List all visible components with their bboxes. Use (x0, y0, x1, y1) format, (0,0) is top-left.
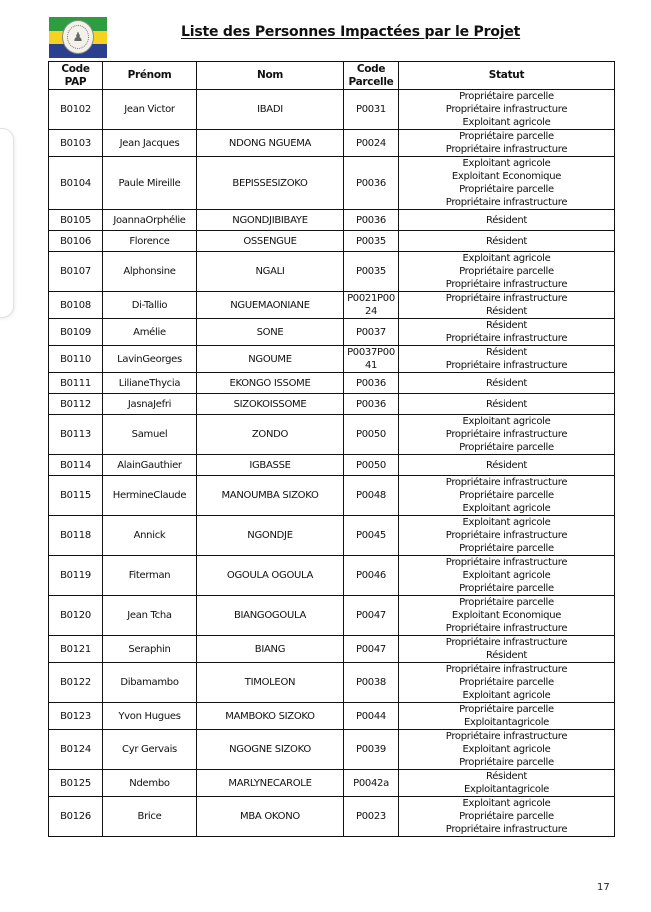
cell-prenom: Paule Mireille (103, 157, 197, 210)
statut-line: Exploitant agricole (462, 158, 551, 169)
cell-code-parcelle: P0050 (344, 455, 399, 476)
cell-statut (399, 210, 615, 231)
cell-code-parcelle: P0039 (344, 730, 399, 770)
cell-code-pap: B0118 (49, 516, 103, 556)
cell-nom: TIMOLEON (197, 663, 344, 703)
cell-code-pap: B0122 (49, 663, 103, 703)
statut-line: Exploitant agricole (462, 517, 551, 528)
cell-statut (399, 636, 615, 663)
cell-code-parcelle: P0037 (344, 319, 399, 346)
table-row (49, 157, 615, 210)
table-row (49, 556, 615, 596)
statut-line: Exploitant agricole (462, 570, 551, 581)
cell-prenom: Ndembo (103, 770, 197, 797)
statut-line: Résident (486, 347, 527, 358)
header-line: PAP (64, 75, 87, 88)
cell-code-parcelle: P0046 (344, 556, 399, 596)
statut-line: Résident (486, 320, 527, 331)
statut-line: Propriétaire infrastructure (445, 824, 568, 835)
statut-line: Propriétaire parcelle (459, 543, 554, 554)
header-line: Code (356, 63, 386, 75)
statut-line: Exploitantagricole (463, 784, 550, 795)
cell-statut (399, 476, 615, 516)
cell-prenom: Jean Tcha (103, 596, 197, 636)
cell-statut (399, 252, 615, 292)
cell-statut (399, 373, 615, 394)
cell-statut (399, 415, 615, 455)
cell-statut (399, 346, 615, 373)
statut-line: Propriétaire infrastructure (445, 144, 568, 155)
page-number: 17 (597, 882, 610, 893)
page-title: Liste des Personnes Impactées par le Projet (181, 24, 521, 40)
cell-code-pap: B0105 (49, 210, 103, 231)
pap-table (48, 61, 615, 837)
cell-code-pap: B0119 (49, 556, 103, 596)
header-nom (197, 62, 344, 90)
statut-line: Propriétaire infrastructure (445, 333, 568, 344)
cell-prenom: Di-Tallio (103, 292, 197, 319)
cell-nom: IGBASSE (197, 455, 344, 476)
header-statut (399, 62, 615, 90)
header-line: Nom (256, 69, 284, 82)
cell-nom: SIZOKOISSOME (197, 394, 344, 415)
statut-line: Exploitant agricole (462, 798, 551, 809)
cell-code-parcelle: P0035 (344, 252, 399, 292)
statut-line: Propriétaire parcelle (459, 757, 554, 768)
cell-statut (399, 770, 615, 797)
cell-prenom: LilianeThycia (103, 373, 197, 394)
statut-line: Résident (486, 650, 527, 661)
table-row (49, 346, 615, 373)
header-code-pap (49, 62, 103, 90)
header-line: Code (61, 63, 90, 75)
cell-code-pap: B0108 (49, 292, 103, 319)
cell-prenom: AlainGauthier (103, 455, 197, 476)
cell-statut (399, 231, 615, 252)
cell-code-parcelle: P0042a (344, 770, 399, 797)
cell-nom: OSSENGUE (197, 231, 344, 252)
cell-nom: NGOGNE SIZOKO (197, 730, 344, 770)
cell-prenom: Florence (103, 231, 197, 252)
cell-statut (399, 157, 615, 210)
statut-line: Propriétaire infrastructure (445, 731, 568, 742)
header-line: Parcelle (348, 75, 394, 88)
cell-code-pap: B0107 (49, 252, 103, 292)
header-line: Statut (488, 69, 525, 82)
statut-line: Propriétaire infrastructure (445, 293, 568, 304)
cell-prenom: Brice (103, 797, 197, 837)
cell-code-parcelle: P0036 (344, 210, 399, 231)
cell-code-parcelle: P0047 (344, 596, 399, 636)
statut-line: Propriétaire parcelle (459, 704, 554, 715)
statut-line: Propriétaire parcelle (459, 677, 554, 688)
cell-nom: BEPISSESIZOKO (197, 157, 344, 210)
statut-line: Propriétaire parcelle (459, 811, 554, 822)
cell-code-pap: B0124 (49, 730, 103, 770)
cell-code-pap: B0106 (49, 231, 103, 252)
statut-line: Exploitant agricole (462, 416, 551, 427)
cell-code-pap: B0126 (49, 797, 103, 837)
cell-nom: NDONG NGUEMA (197, 130, 344, 157)
cell-code-parcelle: P0047 (344, 636, 399, 663)
table-row (49, 90, 615, 130)
statut-line: Exploitant agricole (462, 744, 551, 755)
statut-line: Exploitant Economique (451, 610, 562, 621)
statut-line: Propriétaire parcelle (459, 91, 554, 102)
cell-nom: NGALI (197, 252, 344, 292)
cell-statut (399, 292, 615, 319)
cell-code-parcelle: P0023 (344, 797, 399, 837)
cell-nom: OGOULA OGOULA (197, 556, 344, 596)
cell-code-pap: B0120 (49, 596, 103, 636)
cell-code-parcelle: P0031 (344, 90, 399, 130)
cell-code-pap: B0115 (49, 476, 103, 516)
statut-line: Propriétaire parcelle (459, 597, 554, 608)
statut-line: Propriétaire infrastructure (445, 557, 568, 568)
table-body (49, 90, 615, 837)
statut-line: Exploitantagricole (463, 717, 550, 728)
statut-line: Exploitant agricole (462, 503, 551, 514)
table-row (49, 516, 615, 556)
cell-prenom: JasnaJefri (103, 394, 197, 415)
cell-nom: NGUEMAONIANE (197, 292, 344, 319)
cell-code-parcelle: P0035 (344, 231, 399, 252)
cell-code-parcelle: P0038 (344, 663, 399, 703)
cell-code-parcelle: P0036 (344, 373, 399, 394)
cell-code-parcelle: P0045 (344, 516, 399, 556)
table-row (49, 663, 615, 703)
table-row (49, 415, 615, 455)
cell-code-parcelle: P0036 (344, 394, 399, 415)
table-row (49, 476, 615, 516)
statut-line: Résident (486, 459, 527, 471)
table-row (49, 636, 615, 663)
table-row (49, 394, 615, 415)
cell-code-parcelle: P0024 (344, 130, 399, 157)
statut-line: Propriétaire infrastructure (445, 664, 568, 675)
table-row (49, 292, 615, 319)
cell-code-parcelle: P0048 (344, 476, 399, 516)
cell-nom: MANOUMBA SIZOKO (197, 476, 344, 516)
cell-statut (399, 455, 615, 476)
cell-code-parcelle: P0044 (344, 703, 399, 730)
cell-prenom: LavinGeorges (103, 346, 197, 373)
table-row (49, 730, 615, 770)
cell-prenom: Dibamambo (103, 663, 197, 703)
cell-prenom: Jean Jacques (103, 130, 197, 157)
cell-prenom: Yvon Hugues (103, 703, 197, 730)
statut-line: Propriétaire infrastructure (445, 104, 568, 115)
cell-nom: MBA OKONO (197, 797, 344, 837)
statut-line: Propriétaire parcelle (459, 131, 554, 142)
cell-prenom: HermineClaude (103, 476, 197, 516)
cell-code-pap: B0112 (49, 394, 103, 415)
table-row (49, 319, 615, 346)
statut-line: Résident (486, 214, 527, 226)
statut-line: Résident (486, 771, 527, 782)
header-code-parcelle (344, 62, 399, 90)
statut-line: Propriétaire parcelle (459, 490, 554, 501)
statut-line: Propriétaire parcelle (459, 266, 554, 277)
cell-statut (399, 394, 615, 415)
cell-code-pap: B0104 (49, 157, 103, 210)
table-row (49, 455, 615, 476)
cell-code-pap: B0103 (49, 130, 103, 157)
table-row (49, 252, 615, 292)
cell-nom: BIANGOGOULA (197, 596, 344, 636)
statut-line: Résident (486, 377, 527, 389)
statut-line: Propriétaire infrastructure (445, 429, 568, 440)
cell-statut (399, 663, 615, 703)
statut-line: Exploitant agricole (462, 690, 551, 701)
cell-statut (399, 730, 615, 770)
cell-code-pap: B0123 (49, 703, 103, 730)
cell-code-pap: B0114 (49, 455, 103, 476)
cell-code-pap: B0121 (49, 636, 103, 663)
cell-nom: IBADI (197, 90, 344, 130)
cell-nom: MARLYNECAROLE (197, 770, 344, 797)
cell-nom: NGOUME (197, 346, 344, 373)
statut-line: Résident (486, 306, 527, 317)
cell-nom: EKONGO ISSOME (197, 373, 344, 394)
cell-statut (399, 130, 615, 157)
table-row (49, 210, 615, 231)
cell-prenom: Alphonsine (103, 252, 197, 292)
statut-line: Exploitant Economique (451, 171, 562, 182)
cell-nom: NGONDJIBIBAYE (197, 210, 344, 231)
cell-prenom: Fiterman (103, 556, 197, 596)
statut-line: Exploitant agricole (462, 253, 551, 264)
cell-prenom: Annick (103, 516, 197, 556)
cell-prenom: Cyr Gervais (103, 730, 197, 770)
cell-nom: BIANG (197, 636, 344, 663)
cell-code-pap: B0113 (49, 415, 103, 455)
statut-line: Propriétaire parcelle (459, 184, 554, 195)
statut-line: Propriétaire infrastructure (445, 279, 568, 290)
statut-line: Propriétaire parcelle (459, 583, 554, 594)
cell-code-pap: B0125 (49, 770, 103, 797)
statut-line: Exploitant agricole (462, 117, 551, 128)
cell-prenom: Jean Victor (103, 90, 197, 130)
table-row (49, 231, 615, 252)
statut-line: Propriétaire parcelle (459, 442, 554, 453)
cell-nom: ZONDO (197, 415, 344, 455)
cell-nom: NGONDJE (197, 516, 344, 556)
statut-line: Résident (486, 235, 527, 247)
gabon-flag-seal-icon (49, 17, 107, 58)
statut-line: Propriétaire infrastructure (445, 477, 568, 488)
cell-prenom: Seraphin (103, 636, 197, 663)
header-prenom (103, 62, 197, 90)
cell-statut (399, 556, 615, 596)
table-row (49, 797, 615, 837)
cell-code-parcelle: P0036 (344, 157, 399, 210)
table-row (49, 703, 615, 730)
cell-statut (399, 90, 615, 130)
statut-line: Propriétaire infrastructure (445, 637, 568, 648)
cell-code-pap: B0102 (49, 90, 103, 130)
side-panel-edge (0, 128, 14, 318)
table-row (49, 770, 615, 797)
cell-statut (399, 516, 615, 556)
table-row (49, 596, 615, 636)
cell-statut (399, 703, 615, 730)
statut-line: Propriétaire infrastructure (445, 623, 568, 634)
cell-code-pap: B0109 (49, 319, 103, 346)
table-header-row (49, 62, 615, 90)
cell-code-parcelle: P0037P0041 (344, 346, 399, 373)
cell-nom: MAMBOKO SIZOKO (197, 703, 344, 730)
seal-figure-icon: ♟ (67, 25, 89, 49)
cell-prenom: Samuel (103, 415, 197, 455)
statut-line: Propriétaire infrastructure (445, 360, 568, 371)
cell-statut (399, 596, 615, 636)
seal-emblem-icon (62, 20, 94, 54)
cell-code-pap: B0111 (49, 373, 103, 394)
cell-code-parcelle: P0021P0024 (344, 292, 399, 319)
cell-nom: SONE (197, 319, 344, 346)
cell-prenom: Amélie (103, 319, 197, 346)
header-line: Prénom (127, 69, 172, 82)
statut-line: Propriétaire infrastructure (445, 530, 568, 541)
cell-code-parcelle: P0050 (344, 415, 399, 455)
cell-statut (399, 797, 615, 837)
table-row (49, 130, 615, 157)
cell-statut (399, 319, 615, 346)
statut-line: Propriétaire infrastructure (445, 197, 568, 208)
cell-prenom: JoannaOrphélie (103, 210, 197, 231)
cell-code-pap: B0110 (49, 346, 103, 373)
statut-line: Résident (486, 398, 527, 410)
table-row (49, 373, 615, 394)
